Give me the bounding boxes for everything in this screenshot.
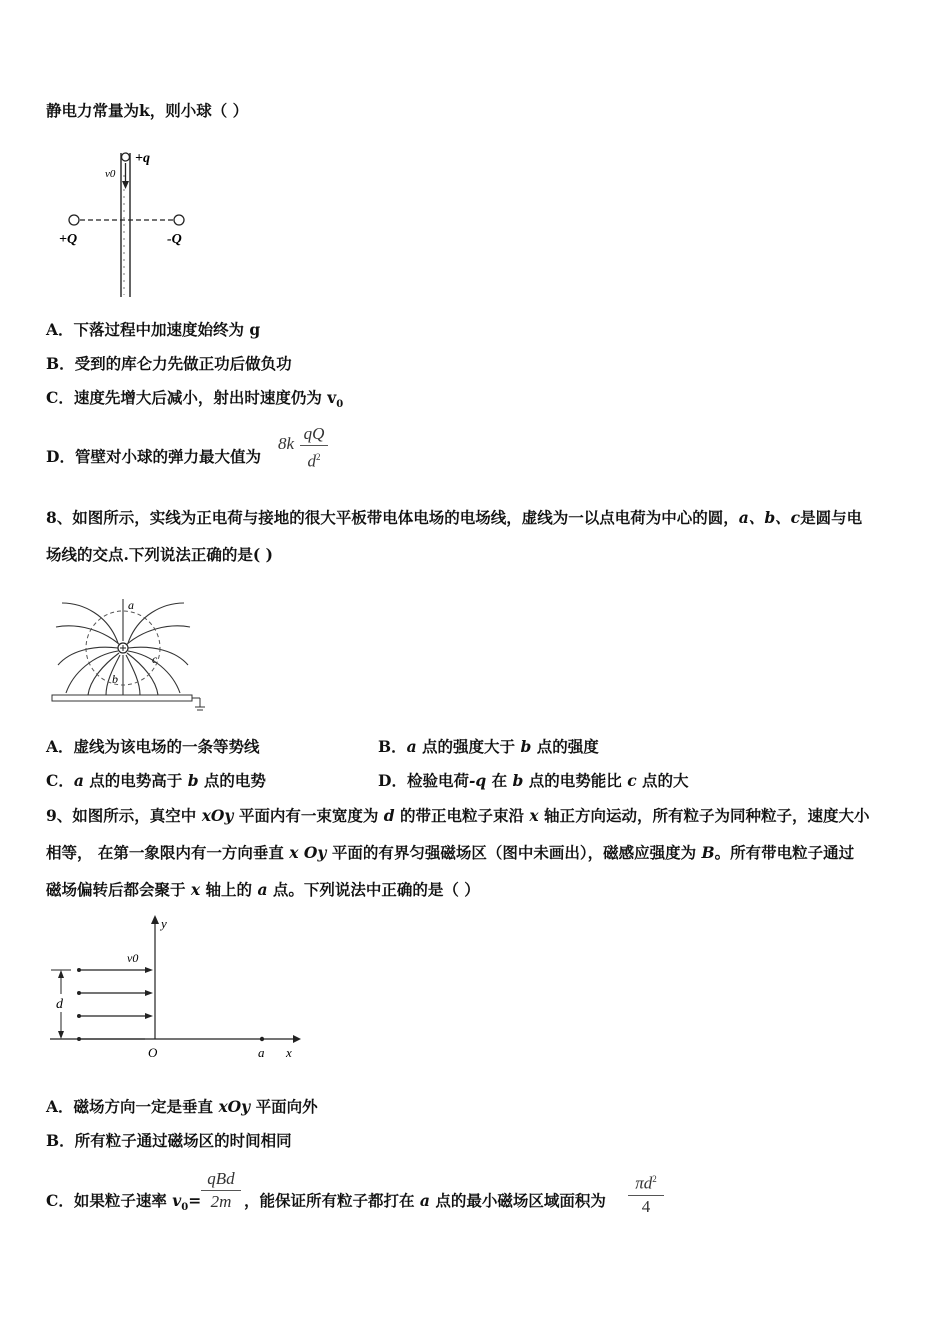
q8-option-c: C．a 点的电势高于 b 点的电势 <box>46 771 266 790</box>
q9-option-c-fraction-area: $\pi d^2$ 4 <box>628 1169 664 1217</box>
q9-stem-line1: 9、如图所示，真空中 xOy 平面内有一束宽度为 d 的带正电粒子束沿 x 轴正方向运动，所有粒子为同种粒子，速度大小 <box>46 806 870 825</box>
q8-option-a: A．虚线为该电场的一条等势线 <box>46 737 260 756</box>
q7-fig-v0: v0 <box>105 168 116 180</box>
q9-option-c-part2: ，能保证所有粒子都打在 a 点的最小磁场区域面积为 <box>244 1191 606 1210</box>
q9-fig-O: O <box>148 1045 158 1060</box>
q8-option-d: D．检验电荷-q 在 b 点的电势能比 c 点的大 <box>378 771 689 790</box>
q9-stem-line2: 相等， 在第一象限内有一方向垂直 x Oy 平面的有界匀强磁场区（图中未画出），磁感应强度为 B。所有带电粒子通过 <box>46 843 855 862</box>
q9-fig-x: x <box>286 1045 292 1060</box>
q7-option-d: D．管壁对小球的弹力最大值为 <box>46 447 261 466</box>
q7-fig-plus-q: +q <box>135 151 150 166</box>
q8-fig-b: b <box>112 672 118 686</box>
q9-stem-line3: 磁场偏转后都会聚于 x 轴上的 a 点。下列说法中正确的是（ ） <box>46 880 480 899</box>
q9-fig-a: a <box>258 1045 265 1060</box>
q8-fig-a: a <box>128 598 134 612</box>
q7-option-d-fraction: qQ $d^2$ <box>300 424 328 472</box>
q9-fig-v0: v0 <box>127 951 139 965</box>
q7-stem-tail: 静电力常量为k，则小球（ ） <box>46 101 249 120</box>
q8-fig-c: c <box>152 652 158 666</box>
q7-option-a: A．下落过程中加速度始终为 g <box>46 320 261 339</box>
q9-fig-y: y <box>161 916 167 931</box>
q9-option-c-fraction-speed: qBd 2m <box>201 1169 241 1212</box>
q7-figure <box>55 145 205 305</box>
q8-figure <box>48 585 208 720</box>
q8-stem-line2: 场线的交点.下列说法正确的是( ) <box>46 545 273 564</box>
q9-option-c-part1: C．如果粒子速率 $v_0=$ <box>46 1191 202 1214</box>
q7-option-c: C．速度先增大后减小，射出时速度仍为 $v_0$ <box>46 388 344 411</box>
q9-option-a: A．磁场方向一定是垂直 xOy 平面向外 <box>46 1097 318 1116</box>
q7-option-d-coef: 8k <box>278 434 295 453</box>
q9-fig-d: d <box>56 997 63 1012</box>
q9-figure <box>45 912 305 1062</box>
q7-option-b: B．受到的库仑力先做正功后做负功 <box>46 354 292 373</box>
q7-fig-minus-Q: -Q <box>167 232 182 247</box>
q9-option-b: B．所有粒子通过磁场区的时间相同 <box>46 1131 292 1150</box>
q7-fig-plus-Q: +Q <box>59 232 78 247</box>
q8-stem-line1: 8、如图所示，实线为正电荷与接地的很大平板带电体电场的电场线，虚线为一以点电荷为中心的圆，a、b、c是圆与电 <box>46 508 863 527</box>
q8-option-b: B．a 点的强度大于 b 点的强度 <box>378 737 599 756</box>
